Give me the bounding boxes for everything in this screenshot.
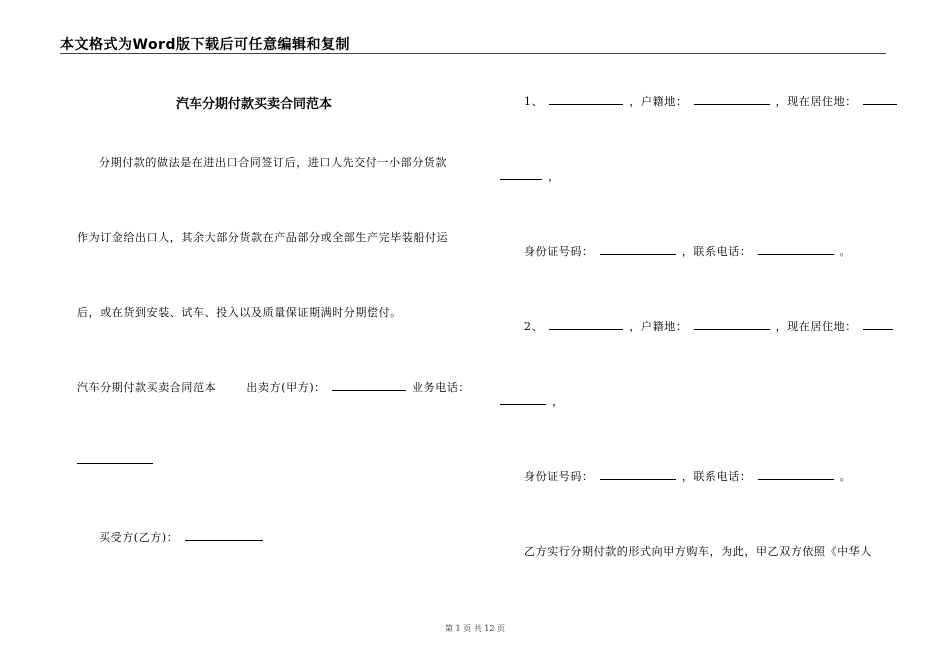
residence-blank-cont: [500, 393, 546, 405]
buyer-name-blank: [185, 529, 263, 541]
id-blank: [600, 468, 676, 480]
paragraph-line: 后，或在货到安装、试车、投入以及质量保证期满时分期偿付。: [77, 306, 402, 319]
paragraph-line: 分期付款的做法是在进出口合同签订后，进口人先交付一小部分货款: [99, 156, 447, 169]
item-number: 1、: [524, 95, 544, 108]
party-item-2-cont: [500, 393, 564, 409]
residence-blank-cont: [500, 168, 542, 180]
buyer-line: [99, 529, 265, 545]
paragraph-line: 作为订金给出口人，其余大部分货款在产品部分或全部生产完毕装船付运: [77, 231, 449, 244]
id-label: 身份证号码：: [524, 245, 594, 258]
contact-label: ，联系电话：: [681, 245, 752, 258]
contact-blank: [758, 243, 834, 255]
closing-line: 乙方实行分期付款的形式向甲方购车，为此，甲乙双方依照《中华人: [524, 545, 872, 558]
name-blank: [549, 318, 623, 330]
id-label: 身份证号码：: [524, 470, 594, 483]
comma: ，: [552, 395, 564, 408]
contact-label: ，联系电话：: [681, 470, 752, 483]
seller-line: [77, 379, 470, 395]
banner-divider: [60, 53, 886, 54]
period: 。: [839, 470, 852, 483]
household-blank: [694, 93, 770, 105]
residence-label: ，现在居住地：: [775, 95, 857, 108]
period: 。: [839, 245, 852, 258]
buyer-label: 买受方(乙方)：: [99, 531, 179, 544]
residence-blank: [863, 93, 897, 105]
id-blank: [600, 243, 676, 255]
page-footer: 第 1 页 共 12 页: [445, 624, 505, 633]
comma: ，: [548, 170, 560, 183]
party-item-1: [524, 93, 899, 109]
residence-label: ，现在居住地：: [775, 320, 857, 333]
household-blank: [694, 318, 770, 330]
residence-blank: [863, 318, 893, 330]
party-item-1-id: [524, 243, 851, 259]
seller-prefix: 汽车分期付款买卖合同范本: [77, 381, 217, 394]
seller-phone-label: 业务电话：: [412, 381, 471, 394]
document-banner: 本文格式为Word版下载后可任意编辑和复制: [60, 37, 350, 53]
seller-label: 出卖方(甲方)：: [246, 381, 326, 394]
party-item-2-id: [524, 468, 851, 484]
name-blank: [549, 93, 623, 105]
party-item-2: [524, 318, 895, 334]
party-item-1-cont: [500, 168, 560, 184]
seller-name-blank: [332, 379, 406, 391]
document-title: 汽车分期付款买卖合同范本: [176, 97, 333, 112]
contact-blank: [758, 468, 834, 480]
household-label: ，户籍地：: [629, 320, 688, 333]
item-number: 2、: [524, 320, 544, 333]
household-label: ，户籍地：: [629, 95, 688, 108]
seller-phone-blank: [77, 463, 153, 464]
